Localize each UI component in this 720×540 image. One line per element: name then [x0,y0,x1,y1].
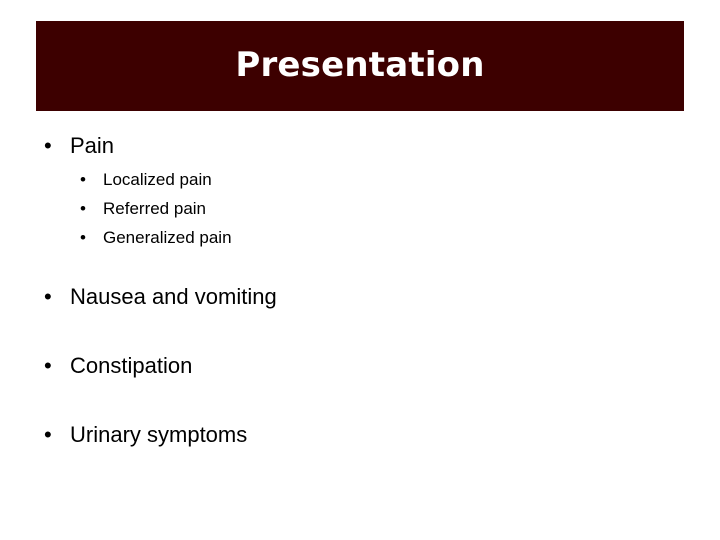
sub-bullet-item-generalized [80,228,232,248]
sub-bullet-item-localized [80,170,212,190]
bullet-icon: • [80,199,86,218]
bullet-text: Referred pain [103,199,207,218]
bullet-icon: • [80,170,86,189]
bullet-item-pain [44,133,114,159]
bullet-text: Constipation [70,353,193,378]
title-banner [36,21,684,111]
bullet-text: Nausea and vomiting [70,284,277,309]
bullet-item-nausea [44,284,277,310]
bullet-text: Urinary symptoms [70,422,248,447]
bullet-icon: • [44,284,52,309]
bullet-icon: • [80,228,86,247]
sub-bullet-item-referred [80,199,206,219]
bullet-icon: • [44,133,52,158]
bullet-item-constipation [44,353,192,379]
bullet-text: Generalized pain [103,228,232,247]
bullet-icon: • [44,422,52,447]
bullet-icon: • [44,353,52,378]
bullet-text: Localized pain [103,170,212,189]
bullet-text: Pain [70,133,115,158]
bullet-item-urinary [44,422,247,448]
slide-title: Presentation [235,45,485,85]
